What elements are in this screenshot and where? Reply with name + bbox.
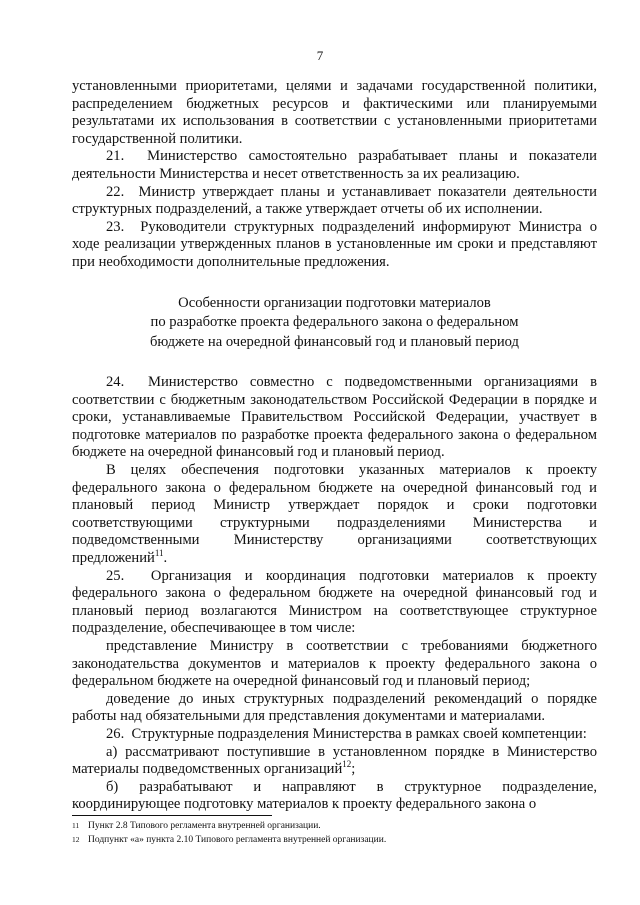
- paragraph-text: 26. Структурные подразделения Министерства в рамках своей компетенции:: [106, 725, 587, 742]
- paragraph-text: представление Министру в соответствии с требованиями бюджетного законодательства документов и материалов к проекту федерального закона о федеральном бюджете на очередной финансовый год и плановый период;: [72, 637, 597, 690]
- paragraph: [72, 184, 597, 219]
- section-heading: [72, 294, 597, 353]
- paragraph-tail: ;: [351, 761, 356, 778]
- paragraph: [72, 148, 597, 183]
- heading-line: по разработке проекта федерального закона о федеральном: [150, 314, 519, 331]
- footnote: [72, 819, 597, 833]
- footnote-ref: 11: [154, 548, 164, 559]
- footnote-ref: 12: [342, 759, 352, 770]
- paragraph: [72, 462, 597, 568]
- footnote-number: 12: [72, 835, 80, 844]
- footnote-number: 11: [72, 821, 80, 830]
- page-number: 7: [316, 48, 324, 63]
- paragraph: [72, 779, 597, 814]
- paragraph: [72, 219, 597, 272]
- footnote: [72, 833, 597, 847]
- paragraph: [72, 374, 597, 462]
- heading-line: бюджете на очередной финансовый год и плановый период: [150, 333, 519, 350]
- footnote-separator: [72, 815, 272, 816]
- paragraph: [72, 691, 597, 726]
- footnote-text: Пункт 2.8 Типового регламента внутренней организации.: [88, 821, 321, 831]
- paragraph-text: а) рассматривают поступившие в установленном порядке в Министерство материалы подведомственных организаций: [72, 743, 597, 778]
- paragraph-text: В целях обеспечения подготовки указанных материалов к проекту федерального закона о федеральном бюджете на очередной финансовый год и плановый период Министр утверждает порядок и сроки подготовки соответствующими структурными подразделениями Министерства и подведомственными Министерству организациями соответствующих предложений: [72, 462, 597, 566]
- document-body: [72, 78, 597, 814]
- paragraph: [72, 568, 597, 638]
- paragraph: [72, 638, 597, 691]
- paragraph-text: 23. Руководители структурных подразделений информируют Министра о ходе реализации утвержденных планов в установленные им сроки и представляют при необходимости дополнительные предложения.: [72, 218, 597, 270]
- paragraph-text: 24. Министерство совместно с подведомственными организациями в соответствии с бюджетным законодательством Российской Федерации в порядке и сроки, устанавливаемые Правительством Российской Федерации, участвует в подготовке материалов по разработке проекта федерального закона о федеральном бюджете на очередной финансовый год и плановый период.: [72, 374, 597, 461]
- paragraph-text: 25. Организация и координация подготовки материалов к проекту федерального закона о федеральном бюджете на очередной финансовый год и плановый период возлагаются Министром на соответствующее структурное подразделение, обеспечивающее в том числе:: [72, 567, 597, 637]
- footnotes: [72, 819, 597, 847]
- paragraph: [72, 78, 597, 148]
- paragraph-text: доведение до иных структурных подразделений рекомендаций о порядке работы над обязательными для представления документами и материалами.: [72, 690, 597, 725]
- paragraph-text: 21. Министерство самостоятельно разрабатывает планы и показатели деятельности Министерства и несет ответственность за их реализацию.: [72, 148, 597, 182]
- paragraph-tail: .: [163, 549, 168, 566]
- paragraphs-before-heading: [72, 78, 597, 272]
- heading-line: Особенности организации подготовки материалов: [178, 294, 491, 311]
- paragraph-text: 22. Министр утверждает планы и устанавливает показатели деятельности структурных подразделений, а также утверждает отчеты об их исполнении.: [72, 183, 597, 218]
- paragraph-text: б) разрабатывают и направляют в структурное подразделение, координирующее подготовку материалов к проекту федерального закона о: [72, 778, 597, 813]
- paragraph: [72, 726, 597, 744]
- paragraphs-after-heading: [72, 374, 597, 814]
- footnote-text: Подпункт «а» пункта 2.10 Типового регламента внутренней организации.: [88, 835, 387, 845]
- paragraph-text: установленными приоритетами, целями и задачами государственной политики, распределением бюджетных ресурсов и фактическими или планируемыми результатами их использования в соответствии с установленными приоритетами государственной политики.: [72, 78, 597, 147]
- paragraph: [72, 744, 597, 779]
